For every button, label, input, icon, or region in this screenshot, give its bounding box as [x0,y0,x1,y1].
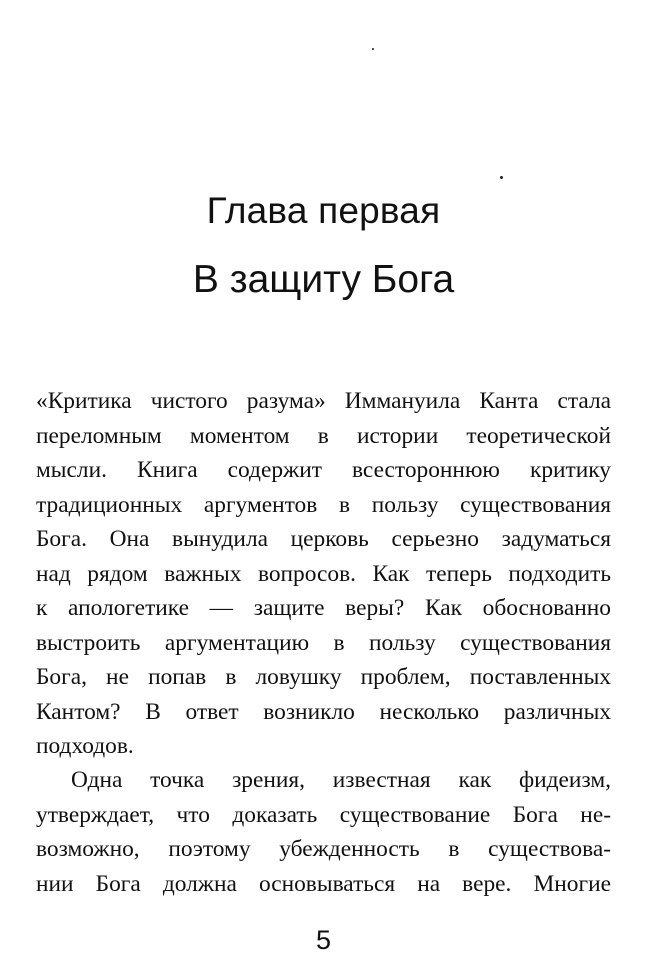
text-line: Бога, не попав в ловушку проблем, поставленных [36,664,611,690]
chapter-title: В защиту Бога [192,258,455,301]
text-line: Кантом? В ответ возникло несколько различных [36,698,611,725]
text-line: переломным моментом в истории теоретической [36,422,611,449]
text-line: нии Бога должна основываться на вере. Многие [36,870,611,897]
text-line: Бога. Она вынудила церковь серьезно задуматься [36,526,611,552]
text-line: утверждает, что доказать существование Бога не- [36,801,611,828]
text-line: выстроить аргументацию в пользу существования [36,629,611,656]
paragraph-1 [36,384,611,764]
text-line: подходов. [36,733,134,759]
text-line: над рядом важных вопросов. Как теперь подходить [36,560,611,587]
page-number: 5 [315,925,332,955]
print-speck [372,48,374,50]
text-line: «Критика чистого разума» Иммануила Канта стала [36,388,611,414]
text-line: возможно, поэтому убежденность в существова- [36,836,611,862]
print-speck [500,176,503,179]
paragraph-2 [36,763,611,901]
chapter-label: Глава первая [206,190,441,231]
text-line: мысли. Книга содержит всестороннюю критику [36,457,611,483]
text-line: к апологетике — защите веры? Как обоснованно [36,595,611,621]
text-line: традиционных аргументов в пользу существования [36,491,611,518]
text-line: Одна точка зрения, известная как фидеизм, [71,767,611,793]
